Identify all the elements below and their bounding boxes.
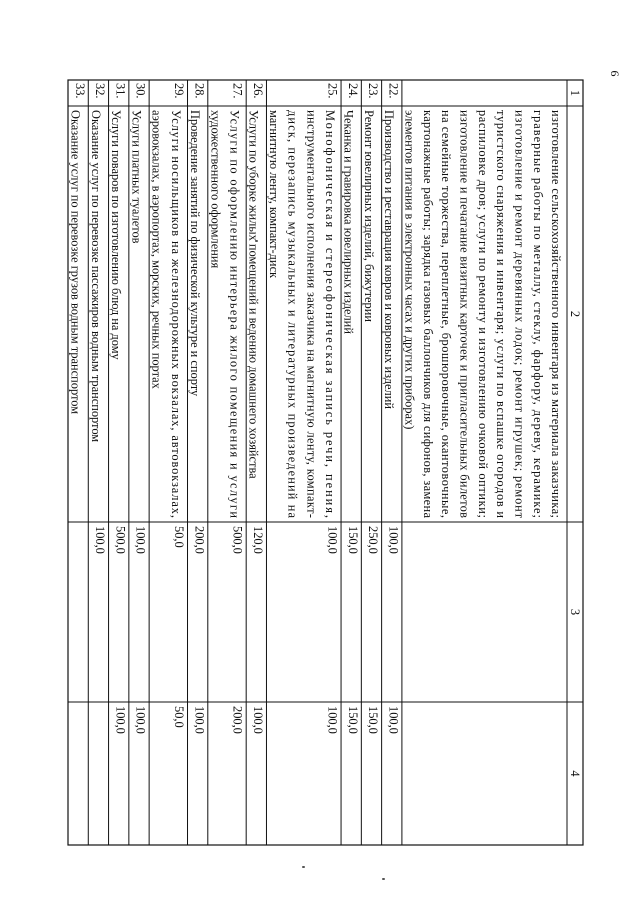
service-description-line: Услуги по уборке жилых помещений и ведению домашнего хозяйства xyxy=(246,110,261,479)
service-description-line: изготовление сельскохозяйственного инвентаря из материала заказчика; xyxy=(549,110,564,518)
service-description-line: туристского снаряжения и инвентаря; услуги по вспашке огородов и xyxy=(494,110,509,518)
value-col4: 100,0 xyxy=(192,706,207,734)
row-number: 30. xyxy=(133,83,148,99)
row-number: 28. xyxy=(192,83,207,99)
value-col3: 150,0 xyxy=(345,526,360,554)
value-col3: 100,0 xyxy=(133,526,148,554)
value-col4: 150,0 xyxy=(345,706,360,734)
row-number: 26. xyxy=(250,83,265,99)
service-description-line: изготовление и печатание визитных карточек и пригласительных билетов xyxy=(457,110,472,518)
service-description-line: Оказание услуг по перевозке пассажиров водным транспортом xyxy=(88,110,103,443)
row-number: 25. xyxy=(325,83,340,99)
service-description-line: Монофоническая и стереофоническая запись речи, пения, xyxy=(322,110,337,519)
service-description-line: элементов питания в электронных часах и других приборах) xyxy=(402,110,417,430)
value-col4: 50,0 xyxy=(172,706,187,728)
value-col3: 500,0 xyxy=(113,526,128,554)
service-description-line: картонажные работы; зарядка газовых баллончиков для сифонов, замена xyxy=(420,110,435,518)
service-description-line: распиловке дров; услуги по ремонту и изготовлению очковой оптики; xyxy=(475,110,490,518)
value-col4: 100,0 xyxy=(325,706,340,734)
service-description-line: Оказание услуг по перевозке грузов водным транспортом xyxy=(68,110,83,415)
value-col4: 100,0 xyxy=(133,706,148,734)
header-cell: 3 xyxy=(568,608,582,616)
service-description-line: диск, перезапись музыкальных и литературных произведений на xyxy=(285,110,300,518)
value-col3: 100,0 xyxy=(325,526,340,554)
service-description-line: Услуги поваров по изготовлению блюд на дому xyxy=(109,110,124,360)
service-description-line: изготовление и ремонт деревянных лодок; ремонт игрушек; ремонт xyxy=(512,110,527,518)
row-number: 23. xyxy=(366,83,381,99)
header-cell: 4 xyxy=(568,770,582,777)
header-cell: 1 xyxy=(568,89,582,97)
header-cell: 2 xyxy=(568,310,582,318)
value-col3: 100,0 xyxy=(386,526,401,554)
services-table xyxy=(68,80,583,845)
row-number: 31. xyxy=(113,83,128,99)
value-col3: 500,0 xyxy=(230,526,245,554)
service-description-line: Услуги по оформлению интерьера жилого помещения и услуги xyxy=(227,110,242,518)
value-col4: 100,0 xyxy=(250,706,265,734)
row-number: 29. xyxy=(172,83,187,99)
value-col3: 100,0 xyxy=(93,526,108,554)
value-col4: 100,0 xyxy=(113,706,128,734)
row-number: 33. xyxy=(72,83,87,99)
value-col4: 100,0 xyxy=(386,706,401,734)
value-col3: 120,0 xyxy=(250,526,265,554)
service-description-line: инструментального исполнения заказчика на магнитную ленту, компакт- xyxy=(304,110,319,518)
page-number: 9 xyxy=(607,70,622,77)
service-description-line: Услуги платных туалетов xyxy=(129,110,144,244)
service-description-line: Услуги носильщиков на железнодорожных вокзалах, автовокзалах, xyxy=(168,110,183,518)
value-col4: 200,0 xyxy=(230,706,245,734)
service-description-line: аэровокзалах, в аэропортах, морских, речных портах xyxy=(149,110,164,389)
row-number: 32. xyxy=(93,83,108,99)
service-description-line: граверные работы по металлу, стеклу, фарфору, дереву, керамике; xyxy=(530,110,545,518)
service-description-line: на семейные торжества, переплетные, брошюровочные, окантовочные, xyxy=(439,110,454,518)
value-col3: 200,0 xyxy=(192,526,207,554)
service-description-line: Чеканка и гравировка ювелирных изделий xyxy=(341,110,356,334)
service-description-line: Проведение занятий по физической культуре и спорту xyxy=(188,110,203,397)
value-col4: 150,0 xyxy=(366,706,381,734)
value-col3: 250,0 xyxy=(366,526,381,554)
service-description-line: художественного оформления xyxy=(208,110,223,269)
row-number: 24. xyxy=(345,83,360,99)
service-description-line: Ремонт ювелирных изделий, бижутерии xyxy=(361,110,376,323)
value-col3: 50,0 xyxy=(172,526,187,548)
row-number: 27. xyxy=(230,83,245,99)
row-number: 22. xyxy=(386,83,401,99)
service-description-line: магнитную ленту, компакт-диск xyxy=(266,110,281,279)
service-description-line: Производство и реставрация ковров и ковровых изделий xyxy=(382,110,397,409)
